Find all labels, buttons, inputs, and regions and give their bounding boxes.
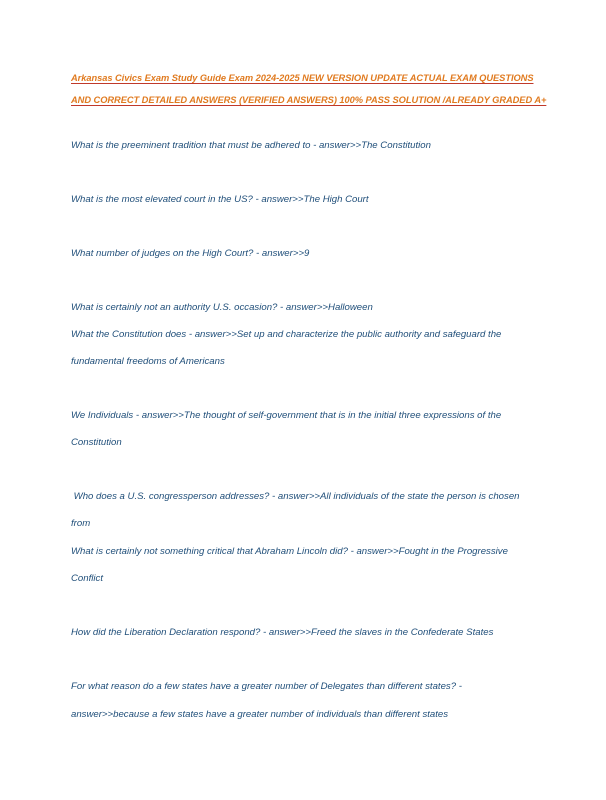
qa-line-4: What is certainly not an authority U.S. occasion? - answer>>Halloween <box>71 302 373 313</box>
qa-line-10: from <box>71 518 91 529</box>
qa-line-15: answer>>because a few states have a greater number of individuals than different states <box>71 709 449 720</box>
qa-line-1: What is the preeminent tradition that must be adhered to - answer>>The Constitution <box>71 140 431 151</box>
qa-line-5: What the Constitution does - answer>>Set up and characterize the public authority and safeguard the <box>71 329 502 340</box>
qa-line-8: Constitution <box>71 437 122 448</box>
qa-line-7: We Individuals - answer>>The thought of self-government that is in the initial three expressions of the <box>71 410 502 421</box>
qa-line-9: Who does a U.S. congressperson addresses? - answer>>All individuals of the state the person is chosen <box>71 491 520 502</box>
qa-line-12: Conflict <box>71 573 103 584</box>
document-title-line-1: Arkansas Civics Exam Study Guide Exam 2024-2025 NEW VERSION UPDATE ACTUAL EXAM QUESTIONS <box>71 73 534 83</box>
qa-line-6: fundamental freedoms of Americans <box>71 356 225 367</box>
qa-line-2: What is the most elevated court in the US? - answer>>The High Court <box>71 194 369 205</box>
qa-line-14: For what reason do a few states have a greater number of Delegates than different states? - <box>71 681 462 692</box>
qa-line-11: What is certainly not something critical that Abraham Lincoln did? - answer>>Fought in the Progressive <box>71 546 508 557</box>
qa-line-13: How did the Liberation Declaration respond? - answer>>Freed the slaves in the Confederate States <box>71 627 494 638</box>
document-title-line-2: AND CORRECT DETAILED ANSWERS (VERIFIED ANSWERS) 100% PASS SOLUTION /ALREADY GRADED A+ <box>71 95 547 105</box>
qa-line-3: What number of judges on the High Court? - answer>>9 <box>71 248 310 259</box>
